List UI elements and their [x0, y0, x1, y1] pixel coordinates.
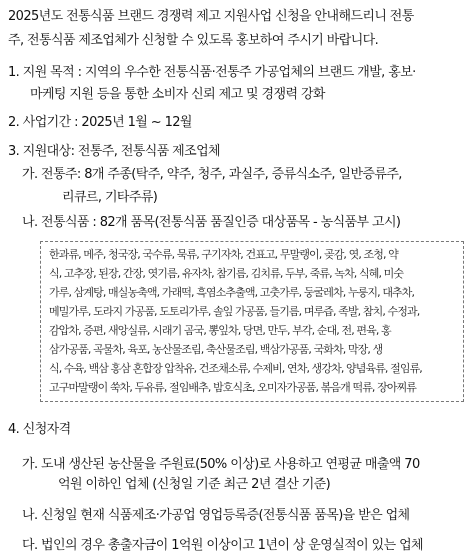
item2: 2. 사업기간 : 2025년 1월 ~ 12월	[8, 115, 192, 130]
intro-line-2: 주, 전통식품 제조업체가 신청할 수 있도록 홍보하여 주시기 바랍니다.	[8, 33, 379, 48]
food-list-line-5: 감압차, 증편, 새앙실류, 시래기 곰국, 뽕잎차, 당면, 만두, 부각, 순대, 전, 편육, 홍	[49, 324, 391, 337]
food-list-line-1: 한과류, 메주, 청국장, 국수류, 묵류, 구기자차, 건표고, 무말랭이, 곶감, 엿, 조청, 약	[49, 248, 398, 261]
food-list-line-4: 메밀가루, 도라지 가공품, 도토리가루, 솔잎 가공품, 들기름, 며루즙, 족발, 참치, 수정과,	[49, 305, 420, 318]
item4: 4. 신청자격	[8, 422, 71, 437]
item1-line-2: 마케팅 지원 등을 통한 소비자 신뢰 제고 및 경쟁력 강화	[30, 87, 325, 102]
food-list-box	[40, 241, 464, 402]
food-list-line-8: 고구마말랭이 쑥차, 두유류, 절임배추, 밤호식초, 오미자가공품, 볶음개 떡류, 장아찌류	[49, 381, 417, 394]
item4a-line-1: 가. 도내 생산된 농산물을 주원료(50% 이상)로 사용하고 연평균 매출액 70	[22, 457, 420, 472]
intro-line-1: 2025년도 전통식품 브랜드 경쟁력 제고 지원사업 신청을 안내해드리니 전통	[8, 9, 414, 24]
item4b: 나. 신청일 현재 식품제조·가공업 영업등록증(전통식품 품목)을 받은 업체	[22, 508, 410, 523]
item4a-line-2: 억원 이하인 업체 (신청일 기준 최근 2년 결산 기준)	[58, 477, 331, 492]
food-list-line-2: 식, 고추장, 된장, 간장, 엿기름, 유자차, 참기름, 김치류, 두부, 죽류, 녹차, 식혜, 미숫	[49, 267, 404, 280]
food-list-line-7: 식, 수육, 백삼 홍삼 혼합장 압착유, 건조채소류, 수제비, 연차, 생강차, 양념육류, 절임류,	[49, 362, 422, 375]
food-list-line-6: 삼가공품, 곡물차, 육포, 농산물조림, 축산물조림, 백삼가공품, 국화차, 막장, 생	[49, 343, 383, 356]
item1-line-1: 1. 지원 목적 : 지역의 우수한 전통식품·전통주 가공업체의 브랜드 개발, 홍보·	[8, 65, 416, 80]
item3b: 나. 전통식품 : 82개 품목(전통식품 품질인증 대상품목 - 농식품부 고시)	[22, 215, 401, 230]
item3a-line-1: 가. 전통주: 8개 주종(탁주, 약주, 청주, 과실주, 증류식소주, 일반증류주,	[22, 167, 402, 182]
item3: 3. 지원대상: 전통주, 전통식품 제조업체	[8, 144, 221, 159]
food-list-line-3: 가루, 삼계탕, 매실농축액, 가래떡, 흑염소추출액, 고춧가루, 둥굴레차, 누룽지, 대추차,	[49, 286, 415, 299]
item3a-line-2: 리큐르, 기타주류)	[62, 190, 158, 205]
item4c: 다. 법인의 경우 총출자금이 1억원 이상이고 1년이 상 운영실적이 있는 업체	[22, 538, 423, 553]
